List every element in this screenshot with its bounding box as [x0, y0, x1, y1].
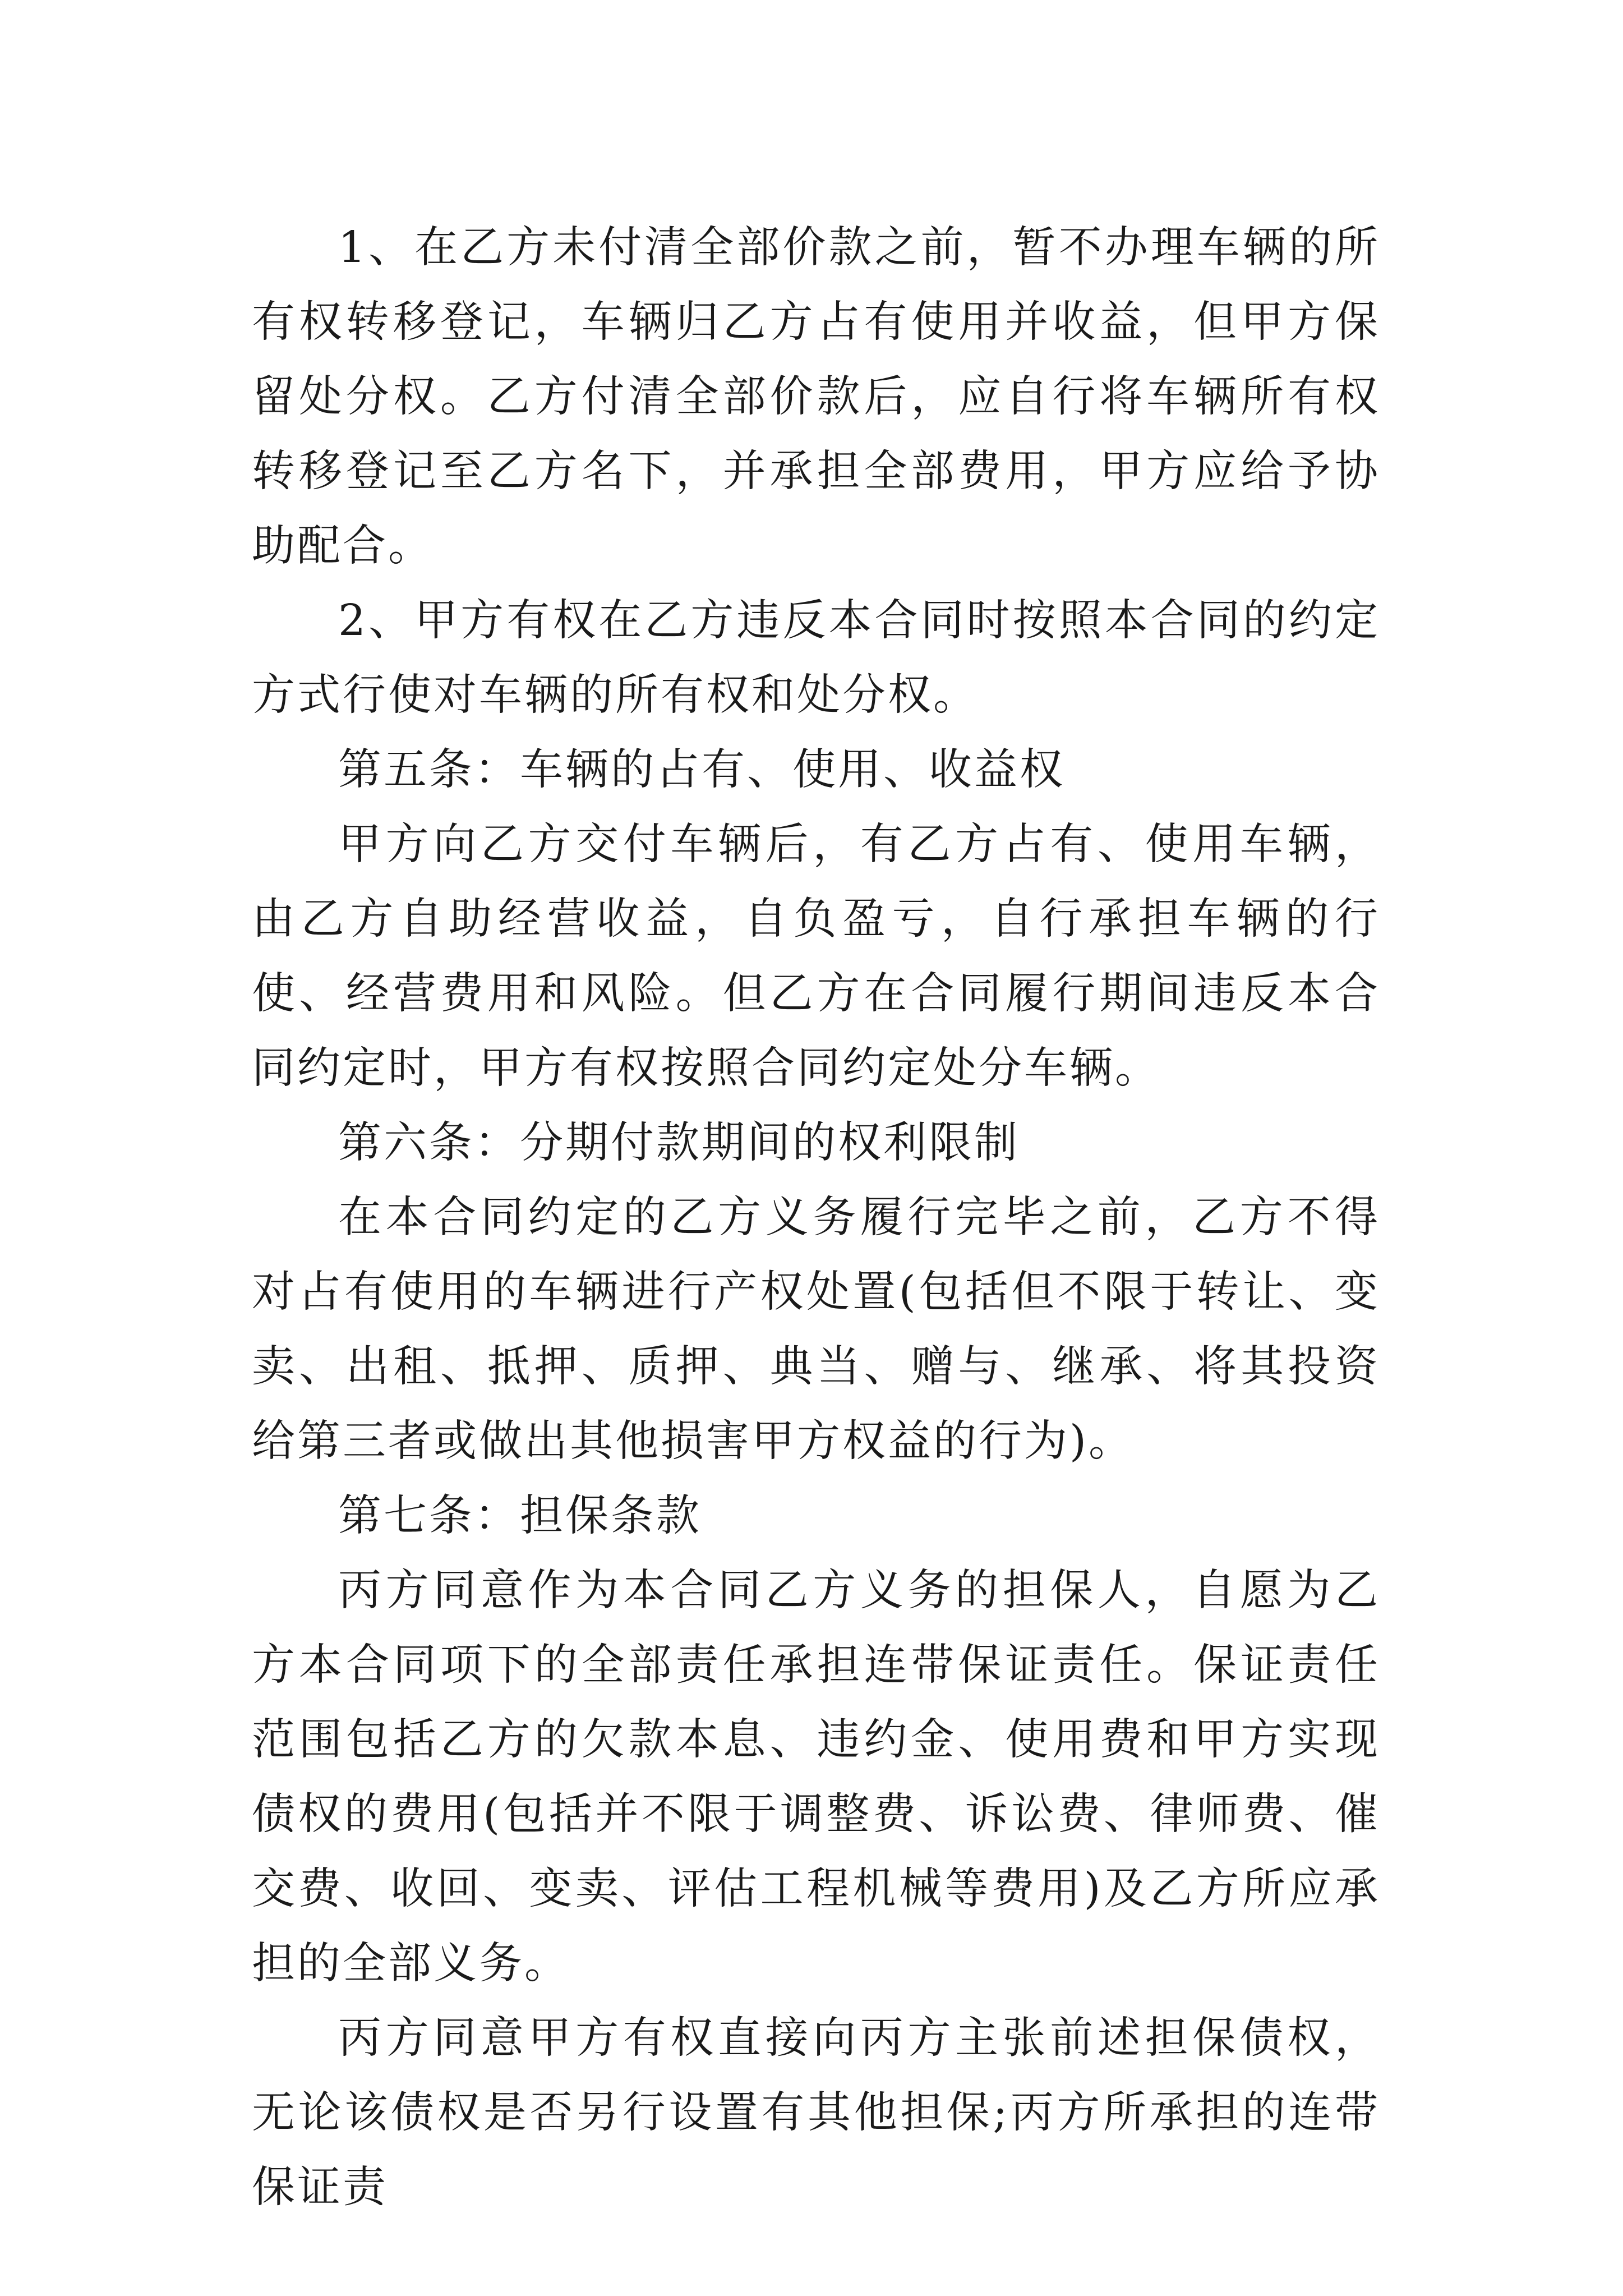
- document-body: [252, 210, 1380, 2225]
- clause-7-heading: 第七条：担保条款: [338, 1491, 702, 1541]
- paragraph-clause-6: 在本合同约定的乙方义务履行完毕之前，乙方不得对占有使用的车辆进行产权处置(包括但不限于转让、变卖、出租、抵押、质押、典当、赠与、继承、将其投资给第三者或做出其他损害甲方权益的行为)。: [252, 1193, 1380, 1466]
- clause-5-heading: 第五条：车辆的占有、使用、收益权: [338, 745, 1065, 795]
- paragraph-clause-7-guarantee: 丙方同意作为本合同乙方义务的担保人，自愿为乙方本合同项下的全部责任承担连带保证责任。保证责任范围包括乙方的欠款本息、违约金、使用费和甲方实现债权的费用(包括并不限于调整费、诉讼费、律师费、催交费、收回、变卖、评估工程机械等费用)及乙方所应承担的全部义务。: [252, 1566, 1380, 1989]
- paragraph-clause-7-direct-claim: 丙方同意甲方有权直接向丙方主张前述担保债权，无论该债权是否另行设置有其他担保;丙方所承担的连带保证责: [252, 2013, 1380, 2212]
- paragraph-clause-4-item-1: 1、在乙方未付清全部价款之前，暂不办理车辆的所有权转移登记，车辆归乙方占有使用并收益，但甲方保留处分权。乙方付清全部价款后，应自行将车辆所有权转移登记至乙方名下，并承担全部费用，甲方应给予协助配合。: [252, 223, 1380, 571]
- paragraph-clause-4-item-2: 2、甲方有权在乙方违反本合同时按照本合同的约定方式行使对车辆的所有权和处分权。: [252, 596, 1380, 720]
- clause-6-heading: 第六条：分期付款期间的权利限制: [338, 1118, 1020, 1168]
- paragraph-clause-5: 甲方向乙方交付车辆后，有乙方占有、使用车辆，由乙方自助经营收益，自负盈亏，自行承担车辆的行使、经营费用和风险。但乙方在合同履行期间违反本合同约定时，甲方有权按照合同约定处分车辆。: [252, 820, 1380, 1093]
